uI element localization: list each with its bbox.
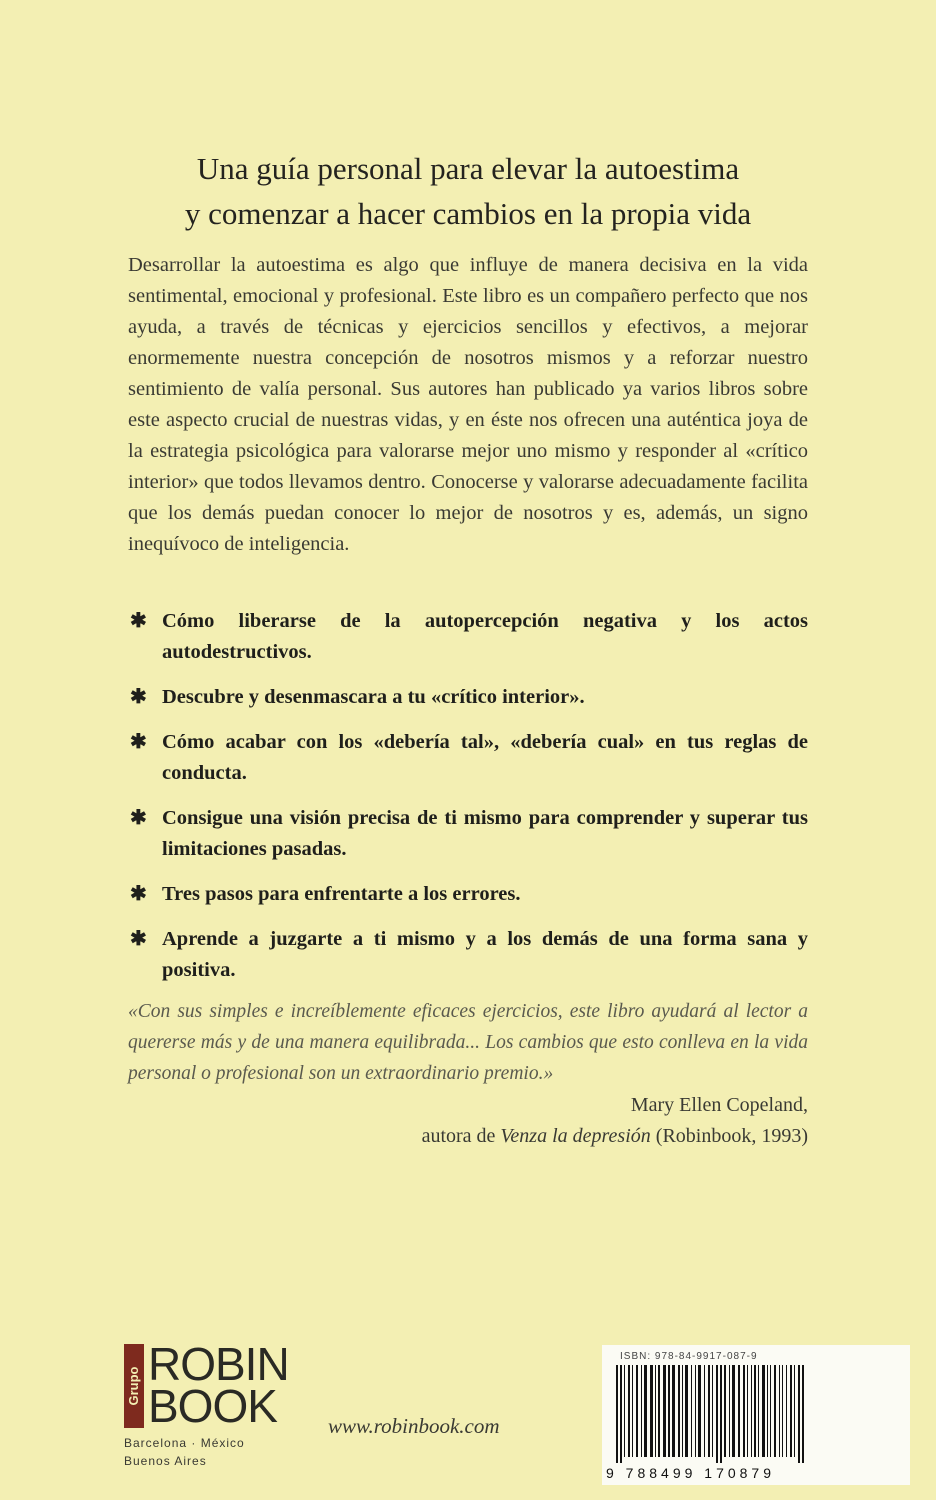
bullet-text: Descubre y desenmascara a tu «crítico interior». [162, 686, 585, 708]
barcode-bar [758, 1365, 759, 1457]
bullet-text: Consigue una visión precisa de ti mismo para comprender y superar tus limitaciones pasadas. [162, 807, 808, 860]
testimonial-quote: «Con sus simples e increíblemente eficaces ejercicios, este libro ayudará al lector a quererse más y de una manera equilibrada... Los cambios que esto conlleva en la vida personal o profesional son un extraordinario premio.» [128, 1001, 808, 1084]
barcode-digits: 9 788499 170879 [606, 1465, 775, 1481]
headline-line-1: Una guía personal para elevar la autoestima [196, 151, 740, 186]
attribution-role [422, 1121, 808, 1152]
barcode-bar [704, 1365, 705, 1457]
attribution-role-prefix: autora de [421, 1125, 501, 1147]
barcode-bar [747, 1365, 748, 1457]
barcode-bar [636, 1365, 638, 1457]
barcode-bar [708, 1365, 710, 1457]
barcode-bar [790, 1365, 792, 1457]
barcode-bar [798, 1365, 800, 1463]
barcode-bar [663, 1365, 666, 1457]
barcode-bar [743, 1365, 745, 1457]
barcode-bar [685, 1365, 688, 1457]
barcode-bar [786, 1365, 787, 1457]
isbn-label: ISBN: 978-84-9917-087-9 [620, 1351, 758, 1362]
barcode-bar [672, 1365, 675, 1457]
bullet-item [128, 682, 808, 713]
barcode-bars [614, 1365, 898, 1463]
barcode-bar [678, 1365, 680, 1457]
attribution-book-title: Venza la depresión [500, 1125, 651, 1147]
barcode-bar [782, 1365, 783, 1457]
bullet-item [128, 606, 808, 668]
barcode-bar [650, 1365, 653, 1457]
bullet-item [128, 803, 808, 865]
headline-line-2: y comenzar a hacer cambios en la propia vida [184, 196, 752, 231]
barcode-bar [644, 1365, 647, 1457]
barcode-bar [641, 1365, 642, 1457]
barcode-bar [624, 1365, 625, 1457]
barcode-bar [668, 1365, 670, 1457]
description-paragraph: Desarrollar la autoestima es algo que influye de manera decisiva en la vida sentimental, emocional y profesional. Este libro es un compañero perfecto que nos ayuda, a través de técnicas y ejercicios sencillos y efectivos, a mejorar enormemente nuestra concepción de nosotros mismos y a reforzar nuestro sentimiento de valía personal. Sus autores han publicado ya varios libros sobre este aspecto crucial de nuestras vidas, y en éste nos ofrecen una auténtica joya de la estrategia psicológica para valorarse mejor uno mismo y responder al «crítico interior» que todos llevamos dentro. Conocerse y valorarse adecuadamente facilita que los demás puedan conocer lo mejor de nosotros y es, además, un signo inequívoco de inteligencia. [128, 254, 808, 555]
barcode-bar [698, 1365, 701, 1457]
bullet-text: Aprende a juzgarte a ti mismo y a los demás de una forma sana y positiva. [162, 928, 808, 981]
barcode-bar [738, 1365, 740, 1457]
bullet-text: Cómo liberarse de la autopercepción negativa y los actos autodestructivos. [162, 610, 808, 663]
asterisk-icon: ✱ [130, 686, 147, 708]
barcode-bar [658, 1365, 660, 1457]
asterisk-icon: ✱ [130, 928, 147, 950]
barcode-bar [720, 1365, 722, 1463]
publisher-logo [124, 1338, 289, 1474]
logo-robin: ROBIN [148, 1338, 289, 1390]
barcode-bar [691, 1365, 692, 1457]
isbn-barcode [602, 1345, 910, 1485]
asterisk-icon: ✱ [130, 807, 147, 829]
barcode-bar [774, 1365, 776, 1457]
barcode-bar [616, 1365, 618, 1463]
barcode-bar [712, 1365, 713, 1457]
barcode-bar [751, 1365, 752, 1457]
barcode-bar [695, 1365, 696, 1457]
barcode-bar [770, 1365, 771, 1457]
bullet-list [128, 606, 808, 1000]
bullet-text: Tres pasos para enfrentarte a los errores. [162, 883, 521, 905]
barcode-bar [628, 1365, 630, 1457]
barcode-bar [655, 1365, 656, 1457]
bullet-item [128, 924, 808, 986]
barcode-bar [632, 1365, 633, 1457]
headline [100, 146, 836, 236]
barcode-bar [732, 1365, 735, 1457]
barcode-bar [716, 1365, 718, 1463]
logo-book: BOOK [148, 1380, 277, 1432]
asterisk-icon: ✱ [130, 883, 147, 905]
quote-attribution [422, 1090, 808, 1152]
barcode-bar [794, 1365, 795, 1457]
barcode-bar [620, 1365, 622, 1463]
barcode-bar [762, 1365, 765, 1457]
bullet-item [128, 727, 808, 789]
barcode-bar [724, 1365, 726, 1457]
barcode-bar [767, 1365, 768, 1457]
attribution-author: Mary Ellen Copeland, [630, 1094, 808, 1116]
publisher-website: www.robinbook.com [328, 1414, 500, 1438]
bullet-text: Cómo acabar con los «debería tal», «debería cual» en tus reglas de conducta. [162, 731, 808, 784]
publisher-cities-line-2: Buenos Aires [124, 1454, 207, 1468]
asterisk-icon: ✱ [130, 731, 147, 753]
barcode-bar [802, 1365, 804, 1463]
attribution-book-suffix: (Robinbook, 1993) [650, 1125, 808, 1147]
barcode-bar [729, 1365, 730, 1457]
barcode-bar [779, 1365, 780, 1457]
publisher-cities-line-1: Barcelona · México [124, 1436, 245, 1450]
asterisk-icon: ✱ [130, 610, 147, 632]
grupo-label: Grupo [126, 1366, 141, 1406]
barcode-bar [754, 1365, 756, 1457]
bullet-item [128, 879, 808, 910]
barcode-bar [682, 1365, 683, 1457]
